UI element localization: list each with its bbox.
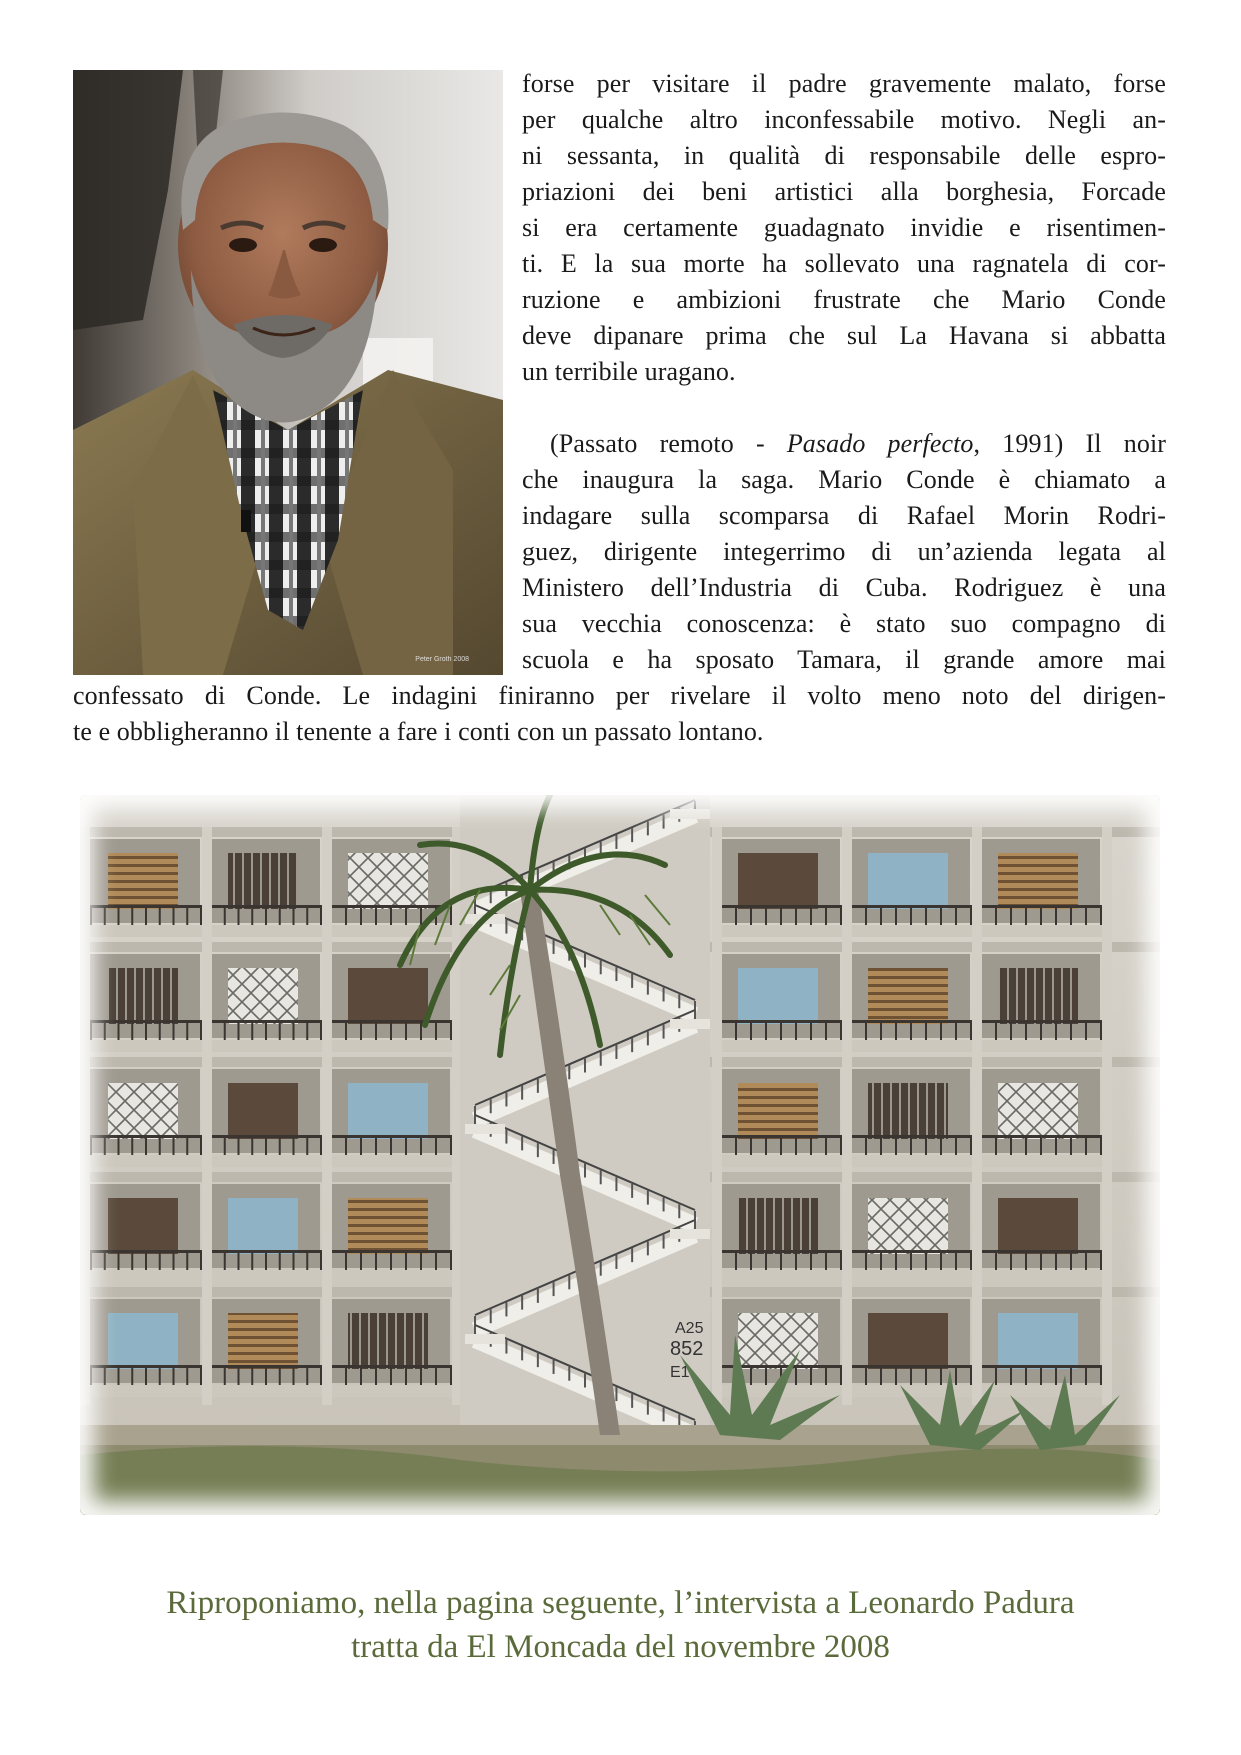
- building-photo: [80, 795, 1160, 1515]
- text-line: che inaugura la saga. Mario Conde è chiamato a: [522, 465, 1166, 494]
- text-line: scuola e ha sposato Tamara, il grande amore mai: [522, 645, 1166, 674]
- caption-line: tratta da El Moncada del novembre 2008: [351, 1629, 890, 1665]
- svg-text:852: 852: [670, 1338, 704, 1360]
- svg-text:A25: A25: [675, 1320, 704, 1337]
- text-line: priazioni dei beni artistici alla borghesia, Forcade: [522, 177, 1166, 206]
- portrait-photo: [73, 70, 503, 675]
- text-line: deve dipanare prima che sul La Havana si abbatta: [522, 321, 1166, 350]
- text-line: indagare sulla scomparsa di Rafael Morin Rodri-: [522, 501, 1166, 530]
- text-line: ni sessanta, in qualità di responsabile delle espro-: [522, 141, 1166, 170]
- book-title: Pasado perfecto: [786, 429, 974, 458]
- text-fragment: (Passato remoto -: [550, 429, 787, 458]
- text-line: [522, 426, 1166, 462]
- text-fragment: , 1991) Il noir: [973, 429, 1166, 458]
- photo-credit: Peter Groth 2008: [415, 656, 469, 663]
- building-illustration: [80, 795, 1160, 1515]
- text-line: guez, dirigente integerrimo di un’azienda legata al: [522, 537, 1166, 566]
- text-line: te e obbligheranno il tenente a fare i conti con un passato lontano.: [73, 717, 764, 746]
- text-line: sua vecchia conoscenza: è stato suo compagno di: [522, 609, 1166, 638]
- text-line: Ministero dell’Industria di Cuba. Rodriguez è una: [522, 573, 1166, 602]
- portrait-illustration: [73, 70, 503, 675]
- caption-line: Riproponiamo, nella pagina seguente, l’intervista a Leonardo Padura: [166, 1585, 1075, 1621]
- text-line: forse per visitare il padre gravemente malato, forse: [522, 69, 1166, 98]
- text-line: ruzione e ambizioni frustrate che Mario Conde: [522, 285, 1166, 314]
- text-line: si era certamente guadagnato invidie e risentimen-: [522, 213, 1166, 242]
- text-line: ti. E la sua morte ha sollevato una ragnatela di cor-: [522, 249, 1166, 278]
- text-line: per qualche altro inconfessabile motivo. Negli an-: [522, 105, 1166, 134]
- text-line: confessato di Conde. Le indagini finiranno per rivelare il volto meno noto del dirigen-: [73, 681, 1166, 710]
- svg-text:E1: E1: [670, 1364, 690, 1381]
- text-line: un terribile uragano.: [522, 357, 736, 386]
